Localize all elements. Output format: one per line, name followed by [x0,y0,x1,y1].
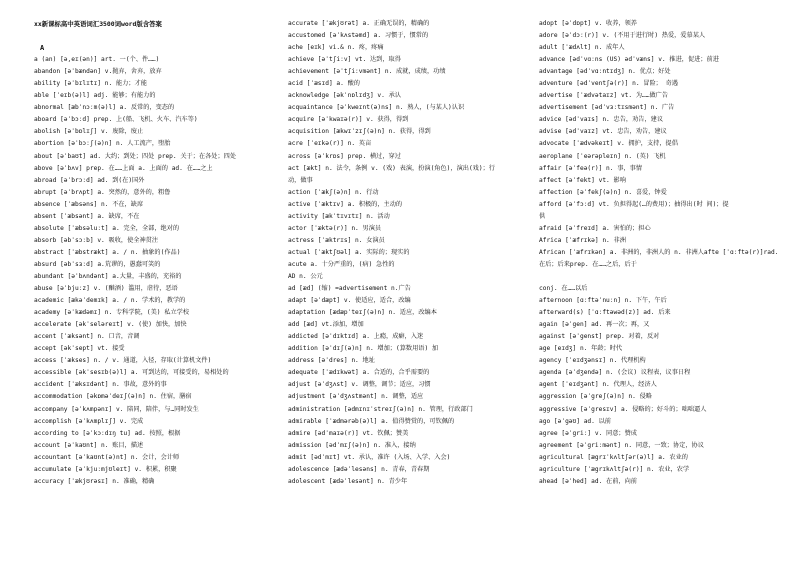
vocab-entry: adopt [əˈdɒpt] v. 收养，领养 [539,20,637,27]
vocab-entry: activity [ækˈtɪvɪtɪ] n. 活动 [288,212,390,220]
vocab-entry: admirable [ˈædmərəb(ə)l] a. 值得赞赏的，可钦佩的 [288,417,455,425]
vocab-entry: a (an) [ə,eɪ(ən)] art. 一(个、件……) [34,56,160,64]
vocab-entry: aggressive [əˈgresɪv] a. 侵略的；好斗的；咄咄逼人 [539,405,707,413]
blank-line [34,30,284,42]
vocab-entry: abandon [əˈbændən] v.抛弃，舍弃，放弃 [34,68,162,76]
vocab-entry: add [æd] vt.添加，增加 [288,321,364,329]
vocab-entry: absolute [ˈæbsəluːt] a. 完全，全部，绝对的 [34,224,180,232]
vocab-entry: accuracy [ˈækjʊrəsɪ] n. 准确，精确 [34,477,155,485]
vocab-entry: AD n. 公元 [288,272,323,280]
vocab-entry: agent [ˈeɪdʒənt] n. 代理人，经济人 [539,381,657,389]
vocab-entry: achievement [əˈtʃiːvmənt] n. 成就，成绩，功绩 [288,68,446,76]
vocab-entry: aggression [əˈgreʃ(ə)n] n. 侵略 [539,393,652,401]
column-right [539,18,789,488]
vocab-entry: action [ˈækʃ(ə)n] n. 行动 [288,188,379,196]
vocab-entry: adventure [ədˈventʃə(r)] n. 冒险； 奇遇 [539,80,678,88]
vocab-entry: absorb [əbˈsɔːb] v. 吸收，使全神贯注 [34,236,159,244]
vocab-entry: according to [əˈkɔːdɪŋ tu] ad. 按照，根据 [34,429,181,437]
vocab-entry: able [ˈeɪb(ə)l] adj. 能够；有能力的 [34,92,156,100]
vocab-entry: absence [ˈæbsəns] n. 不在，缺席 [34,200,144,208]
vocab-entry: adolescent [ædəˈlesənt] n. 青少年 [288,477,408,485]
vocab-entry: addicted [əˈdɪktɪd] a. 上瘾，成癖，入迷 [288,333,424,341]
vocab-entry: against [əˈgenst] prep. 对着，反对 [539,333,660,341]
vocab-entry: adult [ˈædʌlt] n. 成年人 [539,44,625,52]
vocab-entry: adore [əˈdɔː(r)] v. (不用于进行时) 热爱，爱慕某人 [539,32,706,40]
vocab-entry: accumulate [əˈkjuːmjʊleɪt] v. 积累，积聚 [34,465,177,473]
vocab-entry: age [eɪdʒ] n. 年龄；时代 [539,345,623,353]
vocab-entry: admit [ədˈmɪt] vt. 承认，准许 (入场、入学、入会) [288,453,451,461]
vocab-entry: acid [ˈæsɪd] a. 酸的 [288,80,360,88]
vocab-entry: advantage [ədˈvɑːntɪdʒ] n. 优点；好处 [539,68,671,76]
vocab-entry: abnormal [æbˈnɔːm(ə)l] a. 反常的，变态的 [34,104,175,112]
vocab-entry: acute a. 十分严重的，(病) 急性的 [288,260,395,268]
vocab-entry: afraid [əˈfreɪd] a. 害怕的；担心 [539,224,651,232]
column-left [34,18,284,488]
vocab-entry: abstract [ˈæbstrækt] a. / n. 抽象的(作品) [34,248,181,256]
vocab-entry: admire [ədˈmaɪə(r)] vt. 钦佩；赞美 [288,429,409,437]
vocab-entry: accountant [əˈkaʊnt(ə)nt] n. 会计，会计师 [34,453,180,461]
blank-line [539,271,789,283]
vocab-entry: academy [əˈkædəmɪ] n. 专科学院，(美) 私立学校 [34,309,190,317]
vocab-entry: accept [əkˈsept] vt. 接受 [34,345,125,353]
vocab-entry: again [əˈgen] ad. 再一次；再，又 [539,321,650,329]
vocab-entry: ache [eɪk] vi.& n. 疼，疼痛 [288,44,384,52]
vocab-entry: conj. 在……以后 [539,285,588,293]
vocab-entry: afterward(s) [ˈɑːftəwəd(z)] ad. 后来 [539,309,671,317]
vocab-entry: accommodation [əkɒməˈdeɪʃ(ə)n] n. 住宿，膳宿 [34,393,192,401]
vocab-entry: agenda [əˈdʒendə] n. (会议) 议程表，议事日程 [539,369,691,377]
vocab-entry: adjustment [əˈdʒʌstmənt] n. 调整，适应 [288,393,424,401]
vocab-entry: ahead [əˈhed] ad. 在前，向前 [539,477,637,485]
vocab-entry: advise [ədˈvaɪz] vt. 忠告，劝告，建议 [539,128,667,136]
vocab-entry: 在后；后来prep. 在……之后，后于 [539,260,637,268]
vocab-entry: 动，做事 [288,176,313,184]
vocab-entry: act [ækt] n. 法令，条例 v. (戏) 表演，扮演(角色)，演出(戏)；行 [288,164,495,172]
vocab-entry: agricultural [ægrɪˈkʌltʃər(ə)l] a. 农业的 [539,453,688,461]
vocab-entry: abuse [əˈbjuːz] v. (酗酒) 滥用，虐待，恶语 [34,285,178,293]
vocab-entry: actor [ˈæktə(r)] n. 男演员 [288,224,382,232]
vocab-entry: adjust [əˈdʒʌst] v. 调整，调节；适应，习惯 [288,381,431,389]
vocab-entry: academic [ækəˈdemɪk] a. / n. 学术的，教学的 [34,297,186,305]
vocab-entry: affect [əˈfekt] vt. 影响 [539,176,626,184]
vocab-entry: affair [əˈfeə(r)] n. 事，事情 [539,164,642,172]
vocab-entry: administration [ədmɪnɪˈstreɪʃ(ə)n] n. 管理，行政部门 [288,405,473,413]
vocab-entry: adapt [əˈdæpt] v. 使适应，适合，改编 [288,297,411,305]
vocab-entry: acre [ˈeɪkə(r)] n. 英亩 [288,140,372,148]
vocab-entry: advice [ədˈvaɪs] n. 忠告，劝告，建议 [539,116,664,124]
vocab-entry: accomplish [əˈkʌmplɪʃ] v. 完成 [34,417,144,425]
vocab-entry: addition [əˈdɪʃ(ə)n] n. 增加；(算数用语) 加 [288,345,439,353]
vocab-entry: abroad [əˈbrɔːd] ad. 到(在)国外 [34,176,145,184]
vocab-entry: accelerate [əkˈseləreɪt] v. (使) 加快，加快 [34,321,187,329]
vocab-entry: 供 [539,212,546,220]
vocab-entry: afford [əˈfɔːd] vt. 负担得起(…的费用)；抽得出(时 间)；提 [539,200,729,208]
vocab-entry: advertisement [ədˈvɜːtɪsmənt] n. 广告 [539,104,675,112]
vocab-entry: about [əˈbaʊt] ad. 大约；到处；四处 prep. 关于；在各处；四处 [34,152,237,160]
vocab-entry: accurate [ˈækjʊrət] a. 正确无误的，精确的 [288,20,430,27]
vocab-entry: accustomed [əˈkʌstəmd] a. 习惯于，惯常的 [288,32,429,40]
vocab-entry: acquaintance [əˈkweɪnt(ə)ns] n. 熟人，(与某人)认识 [288,104,465,112]
vocab-entry: agree [əˈgriː] v. 同意；赞成 [539,429,637,437]
vocab-entry: advocate [ˈædvəkeɪt] v. 拥护，支持，提倡 [539,140,678,148]
vocab-entry: agreement [əˈgriːmənt] n. 同意，一致；协定，协议 [539,441,704,449]
vocab-entry: above [əˈbʌv] prep. 在……上面 a. 上面的 ad. 在……之上 [34,164,213,172]
vocab-entry: account [əˈkaʊnt] n. 账目，描述 [34,441,144,449]
vocab-entry: adolescence [ædəˈlesəns] n. 青春，青春期 [288,465,430,473]
document-title: xx新课标高中英语词汇3500词word版含答案 [34,20,162,28]
vocab-entry: afternoon [ɑːftəˈnuːn] n. 下午，午后 [539,297,667,305]
vocab-entry: across [əˈkrɒs] prep. 横过，穿过 [288,152,401,160]
vocab-entry: advance [ədˈvɑːns (US) ədˈvæns] v. 推进，促进；前进 [539,56,719,64]
vocab-entry: agriculture [ˈægrɪkʌltʃə(r)] n. 农业，农学 [539,465,690,473]
vocab-entry: absurd [əbˈsɜːd] a.荒谬的，愚蠢可笑的 [34,260,161,268]
vocab-entry: ago [əˈgəʊ] ad. 以前 [539,417,611,425]
vocab-entry: ad [æd] (缩) =advertisement n.广告 [288,285,411,293]
vocab-entry: affection [əˈfekʃ(ə)n] n. 喜爱，钟爱 [539,188,667,196]
vocab-entry: abortion [əˈbɔːʃ(ə)n] n. 人工流产，堕胎 [34,140,171,148]
vocab-entry: advertise [ˈædvətaɪz] vt. 为……做广告 [539,92,669,100]
vocab-entry: acquire [əˈkwaɪə(r)] v. 获得，得到 [288,116,409,124]
vocab-entry: actual [ˈæktʃʊəl] a. 实际的；现实的 [288,248,410,256]
vocab-entry: active [ˈæktɪv] a. 积极的，主动的 [288,200,403,208]
vocab-entry: adequate [ˈædɪkwət] a. 合适的，合乎需要的 [288,369,430,377]
vocab-entry: abolish [əˈbɒlɪʃ] v. 废除，废止 [34,128,144,136]
vocab-entry: African [ˈæfrɪkən] a. 非洲的，非洲人的 n. 非洲人afte [ˈɑːftə(r)]rad. [539,248,779,256]
vocab-entry: aeroplane [ˈeərəpleɪn] n. (英) 飞机 [539,152,666,160]
vocab-entry: accident [ˈæksɪdənt] n. 事故，意外的事 [34,381,167,389]
vocab-entry: actress [ˈæktrɪs] n. 女演员 [288,236,385,244]
vocab-entry: admission [ədˈmɪʃ(ə)n] n. 准入，接纳 [288,441,416,449]
vocab-entry: abrupt [əˈbrʌpt] a. 突然的，意外的，粗鲁 [34,188,171,196]
vocab-entry: aboard [əˈbɔːd] prep. 上(船、飞机、火车、汽车等) [34,116,198,124]
vocab-entry: accompany [əˈkʌmpənɪ] v. 陪同，陪伴，与…同时发生 [34,405,199,413]
section-heading: A [40,44,45,53]
vocab-entry: agency [ˈeɪdʒənsɪ] n. 代理机构 [539,357,646,365]
vocab-entry: accent [ˈæksənt] n. 口音，音调 [34,333,140,341]
vocab-entry: achieve [əˈtʃiːv] vt. 达到，取得 [288,56,401,64]
vocab-entry: acknowledge [əkˈnɒlɪdʒ] v. 承认 [288,92,401,100]
vocab-entry: abundant [əˈbʌndənt] a.大量，丰盛的，充裕的 [34,272,182,280]
vocab-entry: address [əˈdres] n. 地址 [288,357,375,365]
vocab-entry: adaptation [ædæpˈteɪʃ(ə)n] n. 适应，改编本 [288,309,437,317]
vocab-entry: acquisition [ækwɪˈzɪʃ(ə)n] n. 获得，得到 [288,128,431,136]
vocab-entry: access [ˈækses] n. / v. 通道，入径，存取(计算机文件) [34,357,212,365]
vocab-entry: ability [əˈbɪlɪtɪ] n. 能力；才能 [34,80,147,88]
vocab-entry: absent [ˈæbsənt] a. 缺席，不在 [34,212,140,220]
vocab-entry: Africa [ˈæfrɪkə] n. 非洲 [539,236,626,244]
vocab-entry: accessible [əkˈsesɪb(ə)l] a. 可到达的，可接受的，易相处的 [34,369,229,377]
column-middle [288,18,538,488]
